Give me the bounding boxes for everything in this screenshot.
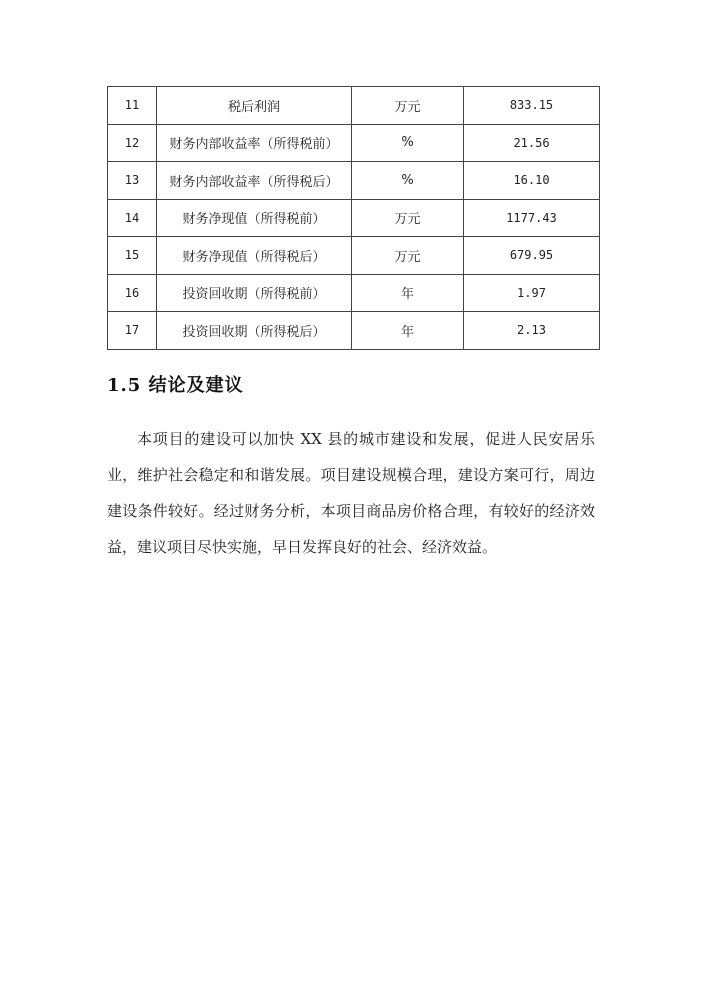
indicator-unit: 年: [352, 312, 464, 350]
indicator-name: 财务净现值（所得税后）: [157, 237, 352, 275]
indicator-name: 财务内部收益率（所得税后）: [157, 162, 352, 200]
indicator-unit: %: [352, 124, 464, 162]
table-row: [108, 237, 600, 275]
indicator-name: 税后利润: [157, 87, 352, 125]
indicator-unit: 万元: [352, 237, 464, 275]
table-row: [108, 162, 600, 200]
indicator-unit: 年: [352, 274, 464, 312]
indicator-value: 833.15: [464, 87, 600, 125]
table-row: [108, 199, 600, 237]
financial-indicators-table: [107, 86, 600, 350]
table-row: [108, 87, 600, 125]
indicator-unit: 万元: [352, 199, 464, 237]
row-number: 17: [108, 312, 157, 350]
indicator-name: 财务内部收益率（所得税前）: [157, 124, 352, 162]
section-heading: 1.5 结论及建议: [107, 375, 244, 396]
row-number: 11: [108, 87, 157, 125]
indicator-value: 1.97: [464, 274, 600, 312]
row-number: 15: [108, 237, 157, 275]
indicator-name: 投资回收期（所得税前）: [157, 274, 352, 312]
indicator-value: 1177.43: [464, 199, 600, 237]
table-row: [108, 124, 600, 162]
indicator-name: 财务净现值（所得税前）: [157, 199, 352, 237]
indicator-value: 679.95: [464, 237, 600, 275]
indicator-name: 投资回收期（所得税后）: [157, 312, 352, 350]
table-row: [108, 274, 600, 312]
table-row: [108, 312, 600, 350]
indicator-value: 21.56: [464, 124, 600, 162]
conclusion-paragraph: 本项目的建设可以加快 XX 县的城市建设和发展，促进人民安居乐业，维护社会稳定和和谐发展。项目建设规模合理，建设方案可行，周边建设条件较好。经过财务分析，本项目商品房价格合理，有较好的经济效益，建议项目尽快实施，早日发挥良好的社会、经济效益。: [107, 430, 595, 556]
indicator-value: 16.10: [464, 162, 600, 200]
indicator-unit: 万元: [352, 87, 464, 125]
indicator-unit: %: [352, 162, 464, 200]
row-number: 13: [108, 162, 157, 200]
row-number: 14: [108, 199, 157, 237]
row-number: 16: [108, 274, 157, 312]
row-number: 12: [108, 124, 157, 162]
indicator-value: 2.13: [464, 312, 600, 350]
